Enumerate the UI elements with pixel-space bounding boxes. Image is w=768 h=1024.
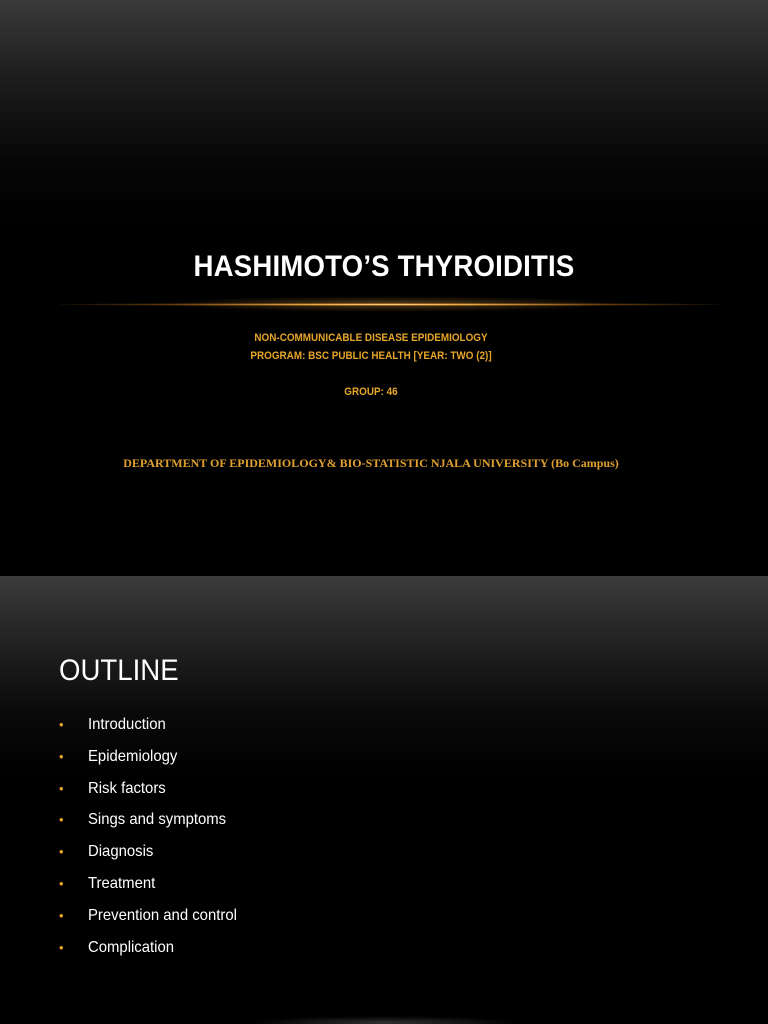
bullet-icon: • [59,780,64,796]
bottom-edge-glow [250,1016,520,1024]
bullet-icon: • [59,844,64,860]
outline-slide [0,576,768,1024]
list-item-label: Treatment [88,874,156,892]
list-item-label: Sings and symptoms [88,811,227,829]
list-item-label: Complication [88,938,175,956]
list-item-label: Introduction [88,716,166,733]
program-name: PROGRAM: BSC PUBLIC HEALTH [YEAR: TWO (2)] [250,350,492,362]
bullet-icon: • [59,748,64,764]
presentation-title: HASHIMOTO’S THYROIDITIS [193,250,575,283]
list-item-label: Risk factors [88,779,166,797]
bullet-icon: • [59,812,64,828]
list-item-label: Diagnosis [88,843,154,861]
group-number: GROUP: 46 [344,386,398,398]
department-name: DEPARTMENT OF EPIDEMIOLOGY& BIO-STATISTIC NJALA UNIVERSITY (Bo Campus) [123,456,619,470]
list-item-label: Prevention and control [88,906,237,924]
title-underline [60,303,720,306]
course-name: NON-COMMUNICABLE DISEASE EPIDEMIOLOGY [254,332,488,344]
bullet-icon: • [59,939,64,955]
bullet-icon: • [59,875,64,891]
bullet-icon: • [59,907,64,923]
list-item-label: Epidemiology [88,747,178,765]
outline-title: OUTLINE [59,654,179,687]
bullet-icon: • [59,717,64,732]
